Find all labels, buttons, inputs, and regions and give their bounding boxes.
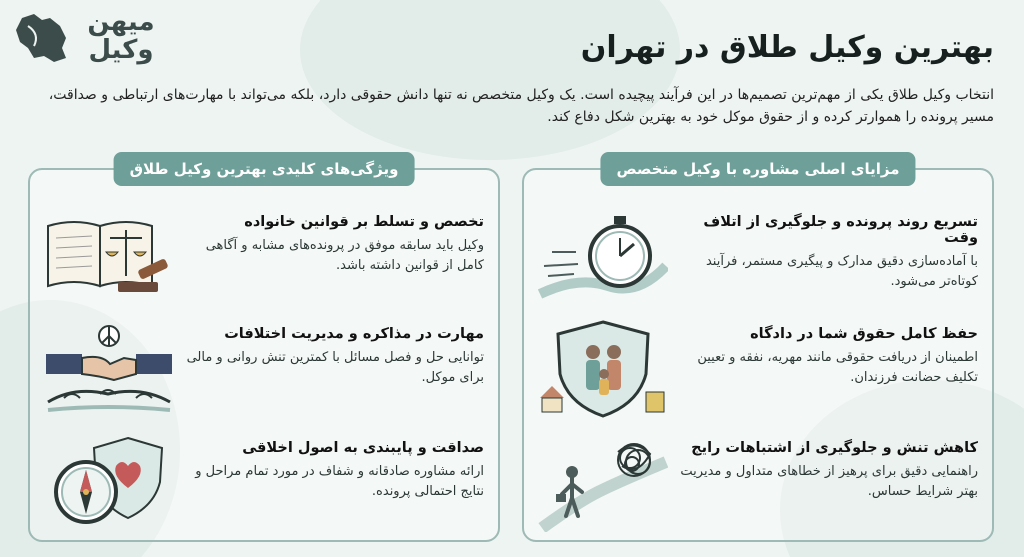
- benefit-title: حفظ کامل حقوق شما در دادگاه: [750, 326, 978, 342]
- features-panel-heading: ویژگی‌های کلیدی بهترین وکیل طلاق: [114, 152, 415, 186]
- benefits-panel-heading: مزایای اصلی مشاوره با وکیل متخصص: [600, 152, 915, 186]
- feature-title: صداقت و پایبندی به اصول اخلاقی: [242, 440, 484, 456]
- compass-heart-shield-icon: [44, 432, 174, 532]
- benefit-item: [538, 432, 978, 536]
- feature-title: تخصص و تسلط بر قوانین خانواده: [244, 214, 484, 230]
- stopwatch-icon: [538, 206, 668, 306]
- family-shield-icon: [538, 318, 668, 418]
- benefit-title: تسریع روند پرونده و جلوگیری از اتلاف وقت: [703, 214, 978, 246]
- page-title: بهترین وکیل طلاق در تهران: [580, 30, 994, 65]
- benefits-panel: [522, 160, 994, 542]
- feature-title: مهارت در مذاکره و مدیریت اختلافات: [224, 326, 484, 342]
- iran-map-icon: [14, 12, 70, 64]
- feature-desc: توانایی حل و فصل مسائل با کمترین تنش روانی و مالی برای موکل.: [186, 350, 484, 385]
- handshake-peace-icon: [44, 318, 174, 418]
- benefit-item: [538, 318, 978, 422]
- benefit-desc: با آماده‌سازی دقیق مدارک و پیگیری مستمر، فرآیند کوتاه‌تر می‌شود.: [705, 254, 978, 289]
- law-book-scales-icon: [44, 206, 174, 306]
- logo-line-1: میهن: [87, 7, 155, 37]
- feature-desc: ارائه مشاوره صادقانه و شفاف در مورد تمام مراحل و نتایج احتمالی پرونده.: [195, 464, 484, 499]
- benefit-desc: راهنمایی دقیق برای پرهیز از خطاهای متداول و مدیریت بهتر شرایط حساس.: [680, 464, 978, 499]
- logo-line-2: وکیل: [88, 35, 154, 65]
- features-panel: [28, 160, 500, 542]
- background-shape: [300, 0, 680, 160]
- feature-desc: وکیل باید سابقه موفق در پرونده‌های مشابه و آگاهی کامل از قوانین داشته باشد.: [205, 238, 484, 273]
- feature-item: [44, 206, 484, 310]
- feature-item: [44, 432, 484, 536]
- site-logo[interactable]: [14, 8, 174, 68]
- benefit-title: کاهش تنش و جلوگیری از اشتباهات رایج: [691, 440, 978, 456]
- tangled-path-icon: [538, 432, 668, 532]
- benefit-desc: اطمینان از دریافت حقوقی مانند مهریه، نفقه و تعیین تکلیف حضانت فرزندان.: [697, 350, 978, 385]
- benefit-item: [538, 206, 978, 310]
- intro-paragraph: انتخاب وکیل طلاق یکی از مهم‌ترین تصمیم‌ها در این فرآیند پیچیده است. یک وکیل متخصص نه تنها دانش حقوقی دارد، بلکه می‌تواند با مهارت‌های ارتباطی و صداقت، مسیر پرونده را هموارتر کرده و از حقوق موکل خود به بهترین شکل دفاع کند.: [48, 87, 994, 125]
- feature-item: [44, 318, 484, 422]
- logo-wordmark: [66, 8, 176, 64]
